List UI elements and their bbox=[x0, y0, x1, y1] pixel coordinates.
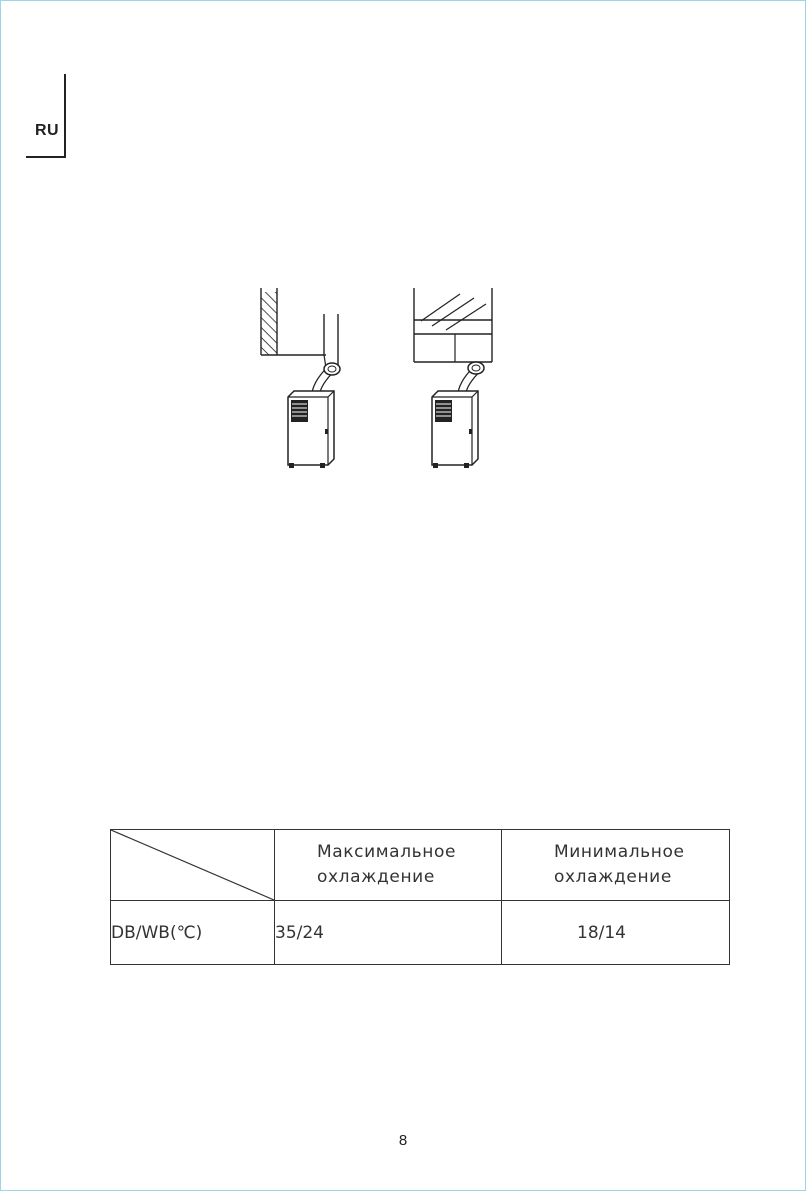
diagonal-divider bbox=[111, 830, 274, 900]
column-header-line2: охлаждение bbox=[554, 867, 672, 887]
column-header-min-cooling bbox=[502, 830, 730, 901]
page-number: 8 bbox=[398, 1132, 408, 1149]
operating-conditions-table bbox=[110, 829, 730, 965]
window-installation-scene bbox=[414, 288, 492, 468]
table-corner-cell bbox=[111, 830, 275, 901]
language-marker bbox=[26, 74, 66, 158]
row-label-db-wb: DB/WB(℃) bbox=[111, 901, 275, 965]
marker-horizontal-line bbox=[26, 156, 66, 158]
marker-vertical-line bbox=[64, 74, 66, 158]
table-header-row bbox=[111, 830, 730, 901]
column-header-line1: Максимальное bbox=[317, 842, 457, 862]
max-cooling-value: 35/24 bbox=[275, 901, 502, 965]
column-header-line2: охлаждение bbox=[317, 867, 435, 887]
wall-installation-scene bbox=[261, 288, 340, 468]
installation-illustration bbox=[248, 284, 508, 474]
language-code: RU bbox=[35, 122, 60, 139]
table-row bbox=[111, 901, 730, 965]
min-cooling-value: 18/14 bbox=[502, 901, 730, 965]
column-header-max-cooling bbox=[275, 830, 502, 901]
column-header-line1: Минимальное bbox=[554, 842, 685, 862]
